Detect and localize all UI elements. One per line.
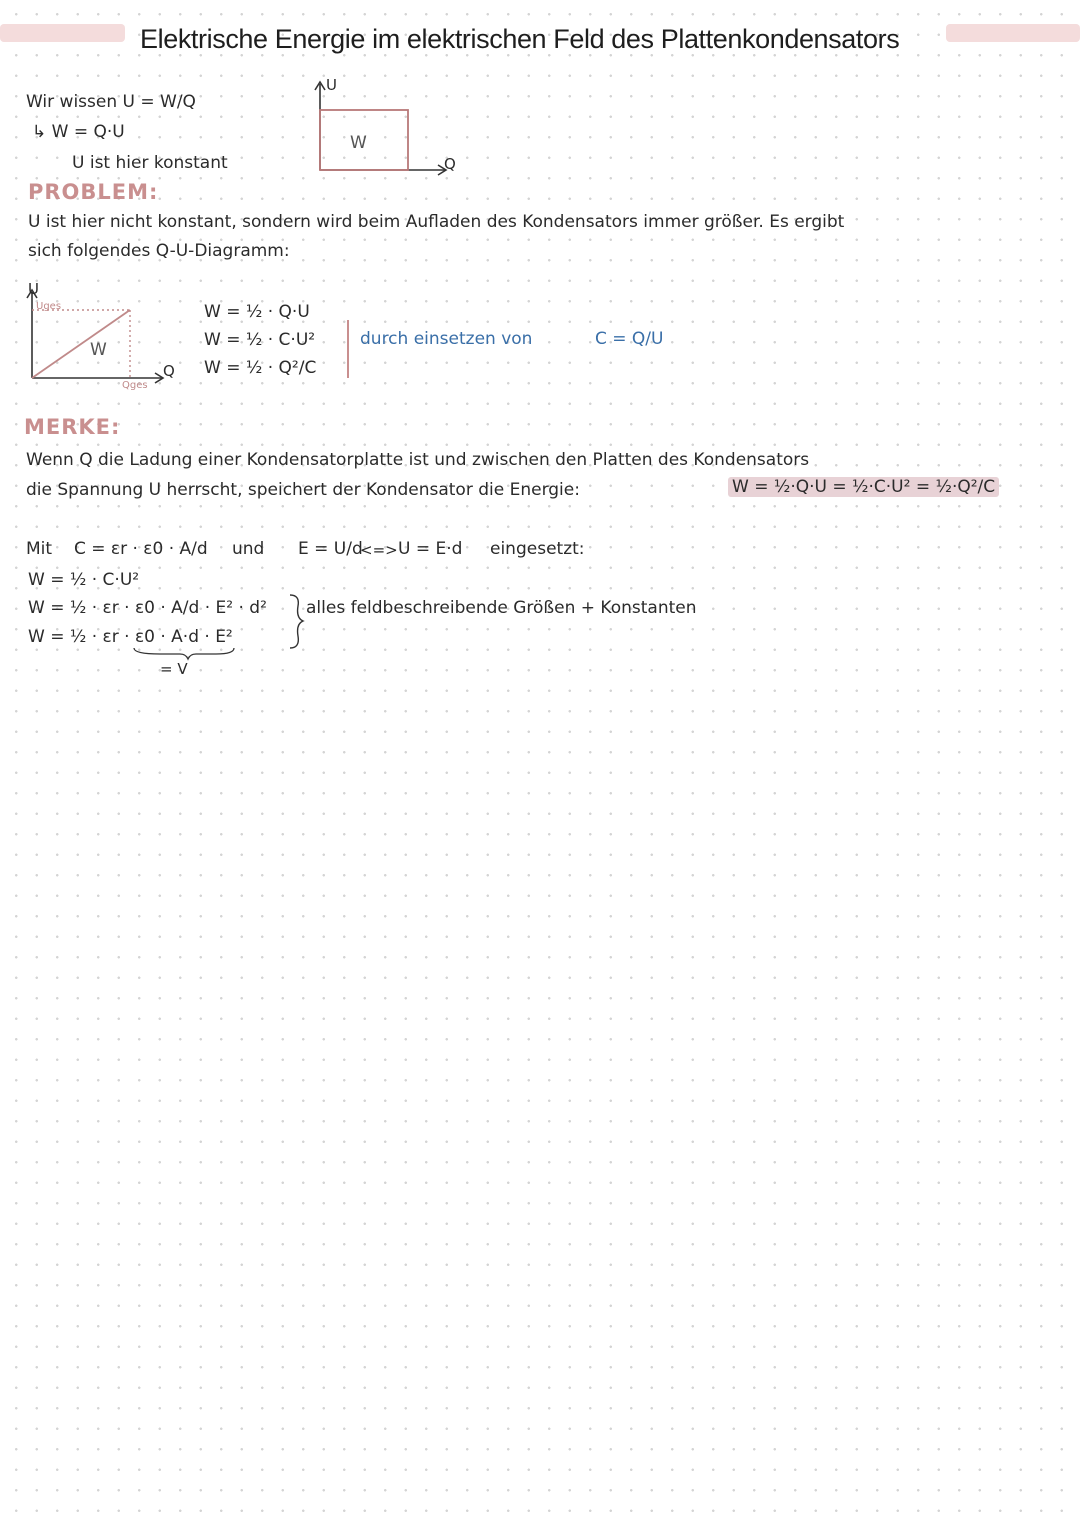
merke-line-2: die Spannung U herrscht, speichert der Kondensator die Energie: <box>26 480 580 500</box>
derivation-und: und <box>232 539 265 559</box>
equivalence-arrow: <=> <box>360 541 398 559</box>
title-highlight-right <box>946 24 1080 42</box>
diagram1-area-label: W <box>350 133 367 153</box>
formula-w-cu: W = ½ · C·U² <box>204 330 316 350</box>
diagram2-y-label: U <box>28 280 39 298</box>
diagram1-y-label: U <box>326 76 337 94</box>
diagram2-y-tick: Uges <box>36 301 62 312</box>
merke-line-1: Wenn Q die Ladung einer Kondensatorplatte ist und zwischen den Platten des Kondensators <box>26 450 810 470</box>
formula-w-qc: W = ½ · Q²/C <box>204 358 317 378</box>
intro-line-2: ↳ W = Q·U <box>32 122 125 142</box>
charging-line <box>32 310 130 378</box>
problem-line-2: sich folgendes Q-U-Diagramm: <box>28 241 290 261</box>
capacitance-formula: C = εr · ε0 · A/d <box>74 539 208 559</box>
intro-line-1: Wir wissen U = W/Q <box>26 92 196 112</box>
diagram2-x-label: Q <box>163 362 175 380</box>
volume-label: = V <box>160 660 188 678</box>
brace-note: alles feldbeschreibende Größen + Konstanten <box>306 598 697 618</box>
derivation-step-1: W = ½ · C·U² <box>28 570 140 590</box>
problem-heading: PROBLEM: <box>28 180 159 204</box>
substitution-formula: C = Q/U <box>595 329 664 349</box>
derivation-suffix: eingesetzt: <box>490 539 585 559</box>
voltage-formula: U = E·d <box>398 539 463 559</box>
derivation-prefix: Mit <box>26 539 53 559</box>
intro-line-3: U ist hier konstant <box>72 153 228 173</box>
formula-w-qu: W = ½ · Q·U <box>204 302 310 322</box>
field-strength-formula: E = U/d <box>298 539 363 559</box>
merke-heading: MERKE: <box>24 415 121 439</box>
derivation-step-2: W = ½ · εr · ε0 · A/d · E² · d² <box>28 598 267 618</box>
diagram2-area-label: W <box>90 340 107 360</box>
diagram2-x-tick: Qges <box>122 380 148 391</box>
grouping-brace <box>286 592 306 652</box>
substitution-note: durch einsetzen von <box>360 329 533 349</box>
formula-divider <box>347 320 349 378</box>
derivation-step-3: W = ½ · εr · ε0 · A·d · E² <box>28 627 233 647</box>
diagram1-x-label: Q <box>444 155 456 173</box>
volume-underbrace <box>130 646 240 660</box>
title-highlight-left <box>0 24 125 42</box>
merke-energy-formula: W = ½·Q·U = ½·C·U² = ½·Q²/C <box>728 477 999 497</box>
problem-line-1: U ist hier nicht konstant, sondern wird beim Aufladen des Kondensators immer größer. Es ergibt <box>28 212 845 232</box>
page-title: Elektrische Energie im elektrischen Feld des Plattenkondensators <box>140 24 900 54</box>
